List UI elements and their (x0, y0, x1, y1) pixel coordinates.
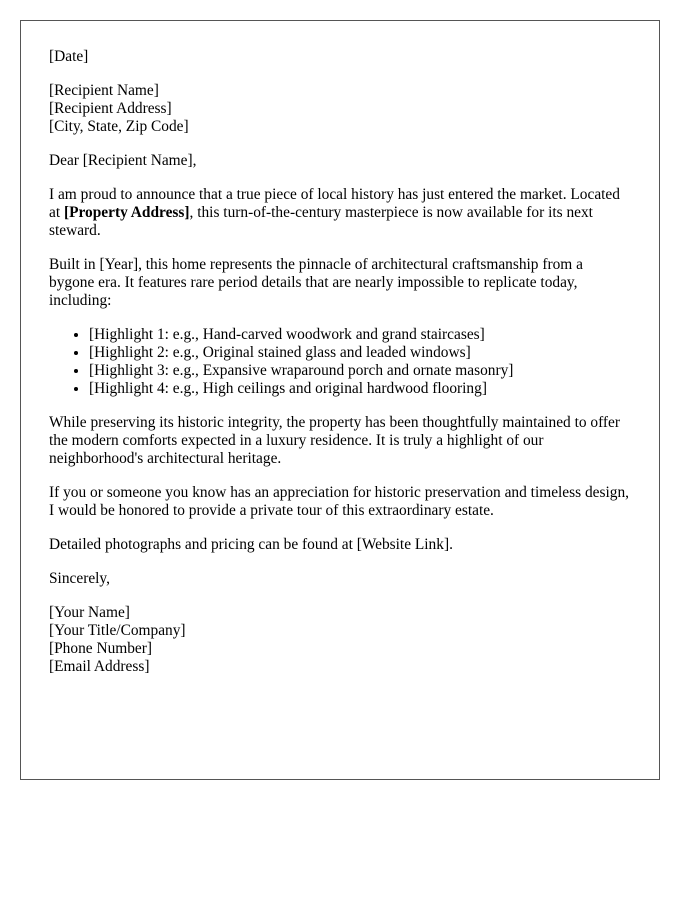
recipient-block (49, 82, 631, 136)
highlights-list (49, 326, 631, 398)
tour-paragraph: If you or someone you know has an appreciation for historic preservation and timeless design, I would be honored to provide a private tour of this extraordinary estate. (49, 484, 629, 519)
letter-page (20, 20, 660, 780)
signature-block (49, 604, 631, 676)
highlight-item: • [Highlight 3: e.g., Expansive wraparound porch and ornate masonry] (89, 362, 631, 380)
highlight-item: • [Highlight 4: e.g., High ceilings and original hardwood flooring] (89, 380, 631, 398)
recipient-address: [Recipient Address] (49, 100, 172, 117)
preserving-paragraph: While preserving its historic integrity, the property has been thoughtfully maintained to offer the modern comforts expected in a luxury residence. It is truly a highlight of our neighborhood's architectural heritage. (49, 414, 621, 467)
recipient-city-state-zip: [City, State, Zip Code] (49, 118, 189, 135)
recipient-name: [Recipient Name] (49, 82, 159, 99)
intro-text-before: I am proud to announce that a true piece of local history has just entered the market. Located at (49, 186, 620, 221)
date-line (49, 48, 631, 66)
intro-paragraph (49, 186, 631, 240)
property-address: [Property Address] (63, 204, 190, 221)
signature-phone: [Phone Number] (49, 640, 153, 657)
intro-text-after: , this turn-of-the-century masterpiece is now available for its next steward. (49, 204, 593, 239)
salutation: Dear [Recipient Name], (49, 152, 197, 169)
signature-email: [Email Address] (49, 658, 150, 675)
signature-title-company: [Your Title/Company] (49, 622, 186, 639)
signature-name: [Your Name] (49, 604, 130, 621)
highlight-item: • [Highlight 1: e.g., Hand-carved woodwork and grand staircases] (89, 326, 631, 344)
built-paragraph: Built in [Year], this home represents the pinnacle of architectural craftsmanship from a bygone era. It features rare period details that are nearly impossible to replicate today, including: (49, 256, 583, 309)
closing: Sincerely, (49, 570, 110, 587)
highlight-item: • [Highlight 2: e.g., Original stained glass and leaded windows] (89, 344, 631, 362)
date-text: [Date] (49, 48, 89, 65)
details-paragraph: Detailed photographs and pricing can be found at [Website Link]. (49, 536, 453, 553)
